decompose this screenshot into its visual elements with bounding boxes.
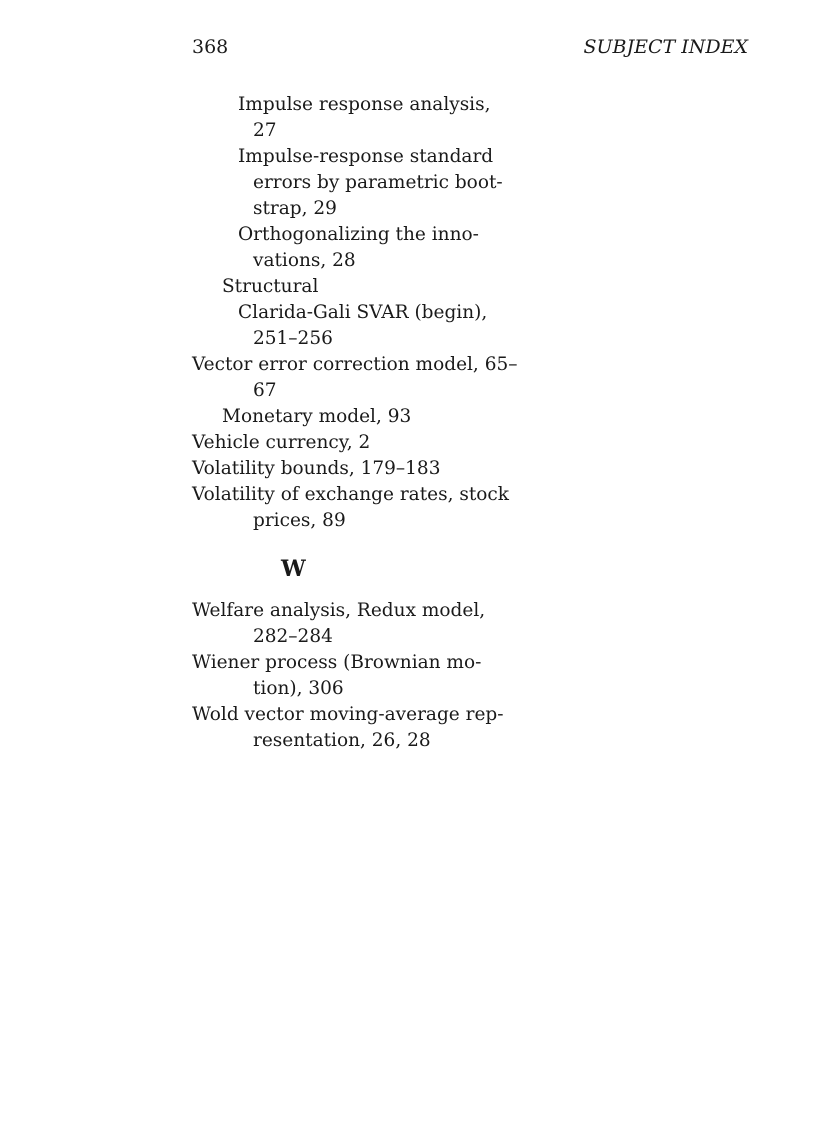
page-number: 368 [192,36,229,58]
index-entry-text: Volatility of exchange rates, stock [192,484,509,505]
index-entry-text: Wiener process (Brownian mo- [192,652,482,673]
index-entries-w [192,598,504,754]
index-entry-continuation: 27 [253,120,277,141]
index-entry-text: Monetary model, 93 [222,406,412,427]
index-entry-text: Orthogonalizing the inno- [238,224,479,245]
index-entry [192,144,503,222]
index-entry [192,300,488,352]
index-entry-text: Welfare analysis, Redux model, [192,600,486,621]
index-entry [192,274,462,300]
index-entry [192,92,491,144]
index-entry-continuation: tion), 306 [253,678,344,699]
index-entry [192,430,462,456]
index-entry-text: Impulse-response standard [238,146,494,167]
index-entry [192,352,518,404]
index-entry-text: Volatility bounds, 179–183 [192,458,441,479]
index-entry [192,650,482,702]
index-entry [192,702,504,754]
index-entry [192,404,462,430]
index-entry [192,598,486,650]
index-entry-text: Structural [222,276,319,297]
index-entry-text: Vector error correction model, 65– [192,354,518,375]
section-letter-w: W [281,556,306,582]
index-entry-continuation: errors by parametric boot- [253,172,503,193]
page-header [192,36,748,62]
index-entry-continuation: 67 [253,380,277,401]
index-entry-text: Clarida-Gali SVAR (begin), [238,302,488,323]
index-entry-continuation: 251–256 [253,328,333,349]
index-entry-text: Vehicle currency, 2 [192,432,371,453]
index-entry-continuation: 282–284 [253,626,333,647]
index-entry-continuation: resentation, 26, 28 [253,730,431,751]
index-entry-continuation: strap, 29 [253,198,337,219]
index-entry [192,456,462,482]
index-entry [192,222,479,274]
index-entry-continuation: prices, 89 [253,510,346,531]
index-column [192,92,518,754]
index-entry-text: Wold vector moving-average rep- [192,704,504,725]
index-entry-continuation: vations, 28 [253,250,356,271]
running-head: SUBJECT INDEX [583,36,748,58]
index-entry [192,482,509,534]
index-entries-v [192,92,518,534]
index-entry-text: Impulse response analysis, [238,94,491,115]
